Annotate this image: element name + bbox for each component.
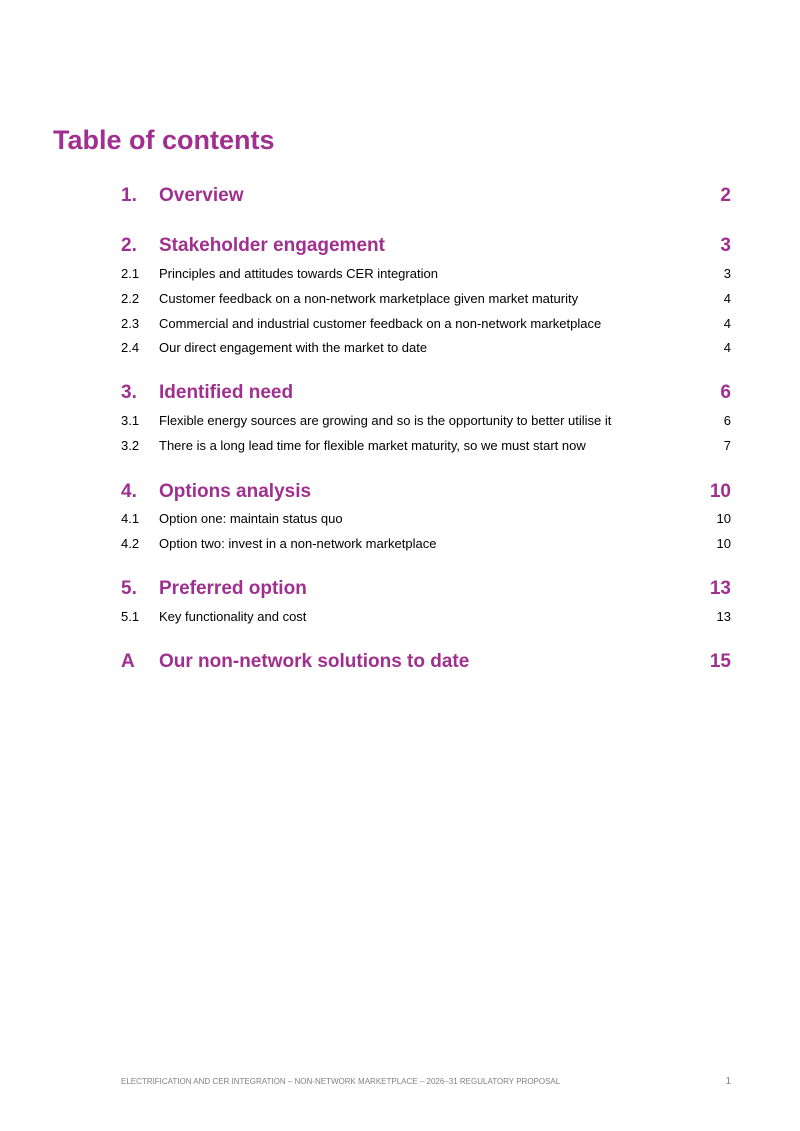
- toc-entry-2-2[interactable]: [121, 290, 731, 308]
- toc-entry-page: 10: [716, 536, 731, 551]
- toc-entry-page: 7: [723, 438, 731, 453]
- page-title: Table of contents: [53, 125, 275, 155]
- toc-entry-page: 2: [720, 185, 731, 206]
- toc-entry-number: 2.2: [121, 291, 140, 306]
- toc-entry-number: 4.1: [121, 511, 140, 526]
- toc-entry-2-4[interactable]: [121, 339, 731, 357]
- toc-entry-page: 3: [720, 235, 731, 256]
- toc-entry-page: 10: [716, 511, 731, 526]
- toc-entry-title: Commercial and industrial customer feedback on a non-network marketplace: [159, 316, 602, 331]
- toc-entry-title: Our direct engagement with the market to date: [159, 340, 428, 355]
- toc-entry-3-1[interactable]: [121, 412, 731, 430]
- toc-entry-preferred-option[interactable]: [121, 576, 731, 602]
- toc-entry-overview[interactable]: [121, 183, 731, 209]
- toc-entry-identified-need[interactable]: [121, 380, 731, 406]
- toc-entry-title: Customer feedback on a non-network marketplace given market maturity: [159, 291, 579, 306]
- toc-entry-number: 1.: [121, 185, 137, 206]
- toc-entry-title: Our non-network solutions to date: [159, 651, 470, 672]
- toc-entry-5-1[interactable]: [121, 608, 731, 626]
- toc-entry-title: Option two: invest in a non-network marketplace: [159, 536, 437, 551]
- toc-entry-title: There is a long lead time for flexible market maturity, so we must start now: [159, 438, 586, 453]
- toc-entry-appendix-a[interactable]: [121, 649, 731, 675]
- toc-entry-number: 3.1: [121, 413, 140, 428]
- toc-entry-number: 2.1: [121, 266, 140, 281]
- toc-entry-stakeholder-engagement[interactable]: [121, 233, 731, 259]
- footer-text: ELECTRIFICATION AND CER INTEGRATION – NON-NETWORK MARKETPLACE – 2026–31 REGULATORY PROPOSAL: [121, 1077, 561, 1086]
- toc-entry-page: 13: [716, 609, 731, 624]
- toc-entry-number: 2.3: [121, 316, 140, 331]
- toc-entry-title: Stakeholder engagement: [159, 235, 385, 256]
- toc-entry-number: 4.: [121, 481, 137, 502]
- toc-entry-title: Overview: [159, 185, 244, 206]
- toc-entry-number: 5.1: [121, 609, 140, 624]
- toc-entry-title: Options analysis: [159, 481, 312, 502]
- page-footer: [121, 1076, 731, 1088]
- toc-entry-page: 6: [723, 413, 731, 428]
- toc-entry-2-1[interactable]: [121, 265, 731, 283]
- toc-entry-options-analysis[interactable]: [121, 479, 731, 505]
- toc-entry-page: 6: [720, 382, 731, 403]
- toc-entry-number: 2.: [121, 235, 137, 256]
- toc-entry-title: Option one: maintain status quo: [159, 511, 343, 526]
- toc-entry-page: 13: [709, 578, 731, 599]
- toc-entry-title: Flexible energy sources are growing and so is the opportunity to better utilise it: [159, 413, 612, 428]
- toc-entry-number: 5.: [121, 578, 137, 599]
- toc-entry-3-2[interactable]: [121, 437, 731, 455]
- toc-entry-title: Preferred option: [159, 578, 307, 599]
- toc-entry-4-1[interactable]: [121, 510, 731, 528]
- toc-entry-page: 10: [709, 481, 731, 502]
- toc-entry-number: 4.2: [121, 536, 140, 551]
- toc-entry-title: Key functionality and cost: [159, 609, 307, 624]
- toc-entry-number: 3.2: [121, 438, 140, 453]
- toc-entry-title: Principles and attitudes towards CER integration: [159, 266, 438, 281]
- toc-entry-title: Identified need: [159, 382, 294, 403]
- toc-entry-page: 4: [723, 340, 731, 355]
- toc-entry-number: A: [121, 651, 135, 672]
- footer-page-number: 1: [725, 1076, 731, 1087]
- toc-entry-page: 4: [723, 316, 731, 331]
- toc-entry-2-3[interactable]: [121, 315, 731, 333]
- toc-entry-number: 2.4: [121, 340, 140, 355]
- toc-entry-page: 15: [709, 651, 731, 672]
- toc-entry-page: 3: [723, 266, 731, 281]
- toc-entry-4-2[interactable]: [121, 535, 731, 553]
- toc-entry-number: 3.: [121, 382, 137, 403]
- toc-entry-page: 4: [723, 291, 731, 306]
